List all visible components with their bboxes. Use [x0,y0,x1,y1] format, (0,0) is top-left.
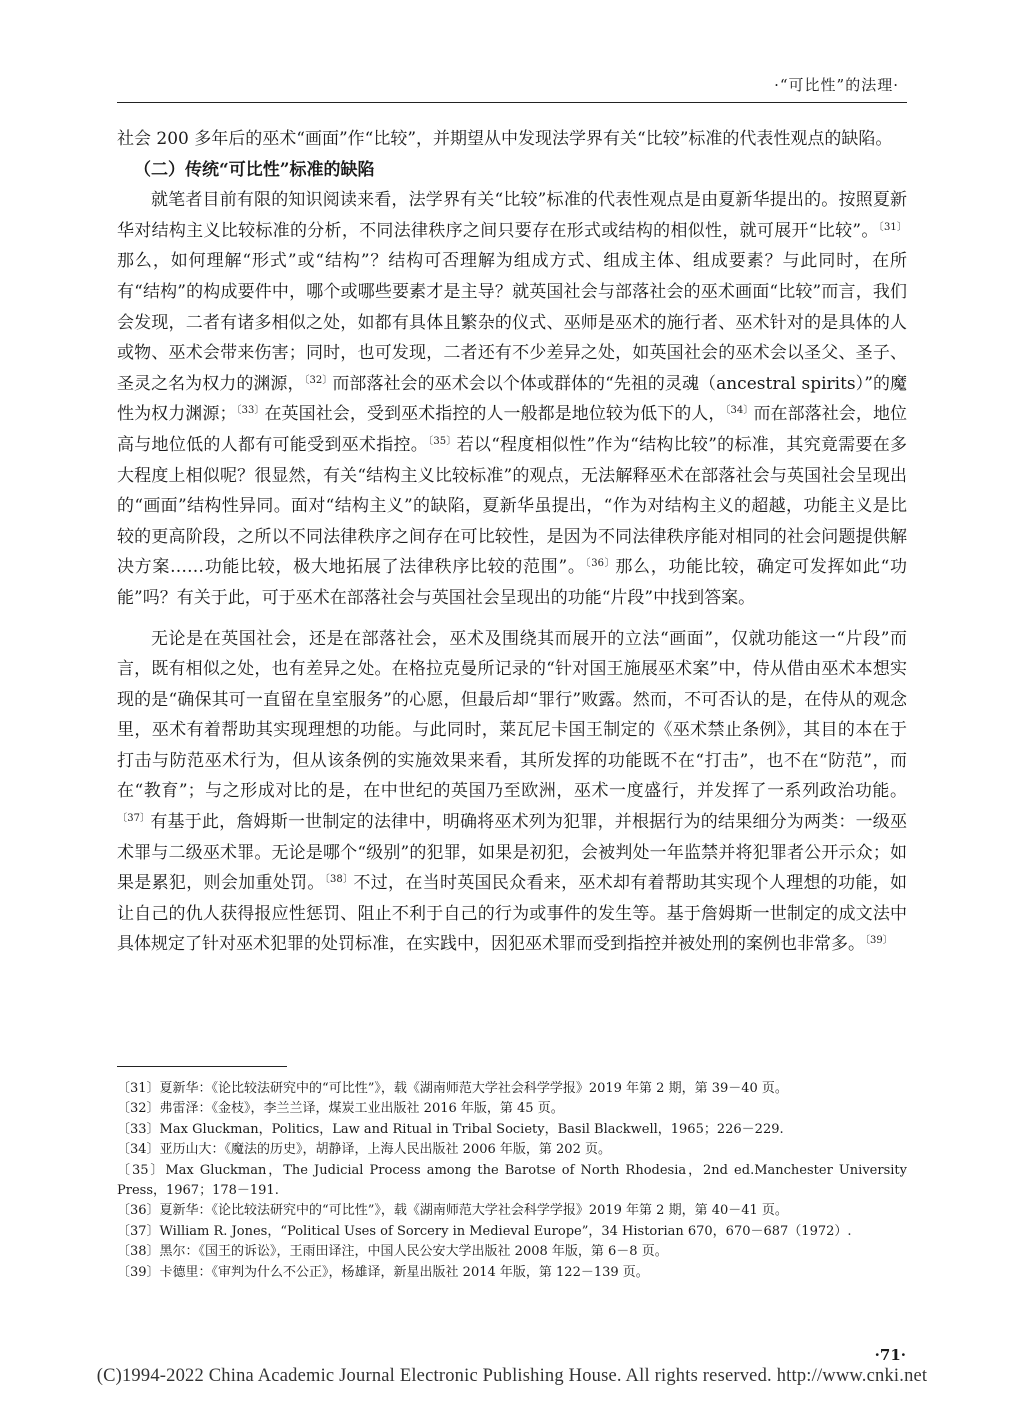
footnote-ref-39[interactable]: 〔39〕 [865,935,893,947]
footnote-37: 〔37〕William R. Jones，“Political Uses of Sorcery in Medieval Europe”，34 Historian 670，670－687（1972）. [117,1223,852,1239]
paragraph-1: 社会 200 多年后的巫术“画面”作“比较”，并期望从中发现法学界有关“比较”标准的代表性观点的缺陷。 [117,129,893,149]
footnote-ref-38[interactable]: 〔38〕 [324,874,354,886]
footnote-ref-37[interactable]: 〔37〕 [117,813,151,825]
footnote-33: 〔33〕Max Gluckman，Politics，Law and Ritual in Tribal Society，Basil Blackwell，1965；226－229. [117,1121,784,1137]
paragraph-3: 无论是在英国社会，还是在部落社会，巫术及围绕其而展开的立法“画面”，仅就功能这一“片段”而言，既有相似之处，也有差异之处。在格拉克曼所记录的“针对国王施展巫术案”中，侍从借由巫术本想实现的是“确保其可一直留在皇室服务”的心愿，但最后却“罪行”败露。然而，不可否认的是，在侍从的观念里，巫术有着帮助其实现理想的功能。与此同时，莱瓦尼卡国王制定的《巫术禁止条例》，其目的本在于打击与防范巫术行为，但从该条例的实施效果来看，其所发挥的功能既不在“打击”，也不在“防范”，而在“教育”；与之形成对比的是，在中世纪的英国乃至欧洲，巫术一度盛行，并发挥了一系列政治功能。$^{〔37〕}$有基于此，詹姆斯一世制定的法律中，明确将巫术列为犯罪，并根据行为的结果细分为两类：一级巫术罪与二级巫术罪。无论是哪个“级别”的犯罪，如果是初犯，会被判处一年监禁并将犯罪者公开示众；如果是累犯，则会加重处罚。$^{〔38〕}$不过，在当时英国民众看来，巫术却有着帮助其实现个人理想的功能，如让自己的仇人获得报应性惩罚、阻止不利于自己的行为或事件的发生等。基于詹姆斯一世制定的成文法中具体规定了针对巫术犯罪的处罚标准，在实践中，因犯巫术罪而受到指控并被处刑的案例也非常多。$^{〔39〕}$ [117,628,908,955]
footnote-34: 〔34〕亚历山大：《魔法的历史》，胡静译，上海人民出版社 2006 年版，第 202 页。 [117,1142,611,1158]
footnote-38: 〔38〕黑尔：《国王的诉讼》，王雨田译注，中国人民公安大学出版社 2008 年版，第 6－8 页。 [117,1244,668,1260]
footnote-39: 〔39〕卡德里：《审判为什么不公正》，杨雄译，新星出版社 2014 年版，第 122－139 页。 [117,1264,649,1280]
footnote-35: 〔35〕Max Gluckman，The Judicial Process among the Barotse of North Rhodesia，2nd ed.Manchester University Press，1967；178－191. [117,1162,907,1199]
copyright-notice: (C)1994-2022 China Academic Journal Electronic Publishing House. All rights reserved. http://www.cnki.net [96,1366,928,1386]
footnotes [117,1079,907,1283]
footnote-ref-31[interactable]: 〔31〕 [878,221,907,233]
footnote-31: 〔31〕夏新华：《论比较法研究中的“可比性”》，载《湖南师范大学社会科学学报》2019 年第 2 期，第 39－40 页。 [117,1081,788,1096]
footnote-ref-34[interactable]: 〔34〕 [725,405,754,417]
footnote-ref-32[interactable]: 〔32〕 [304,374,333,386]
section-heading: （二）传统“可比性”标准的缺陷 [134,159,375,180]
footnote-32: 〔32〕弗雷泽：《金枝》，李兰兰译，煤炭工业出版社 2016 年版，第 45 页。 [117,1101,564,1117]
page-number: ·71· [874,1346,906,1364]
footnote-ref-33[interactable]: 〔33〕 [236,405,265,417]
main-text [117,124,907,960]
running-header [117,74,907,103]
footnote-ref-36[interactable]: 〔36〕 [585,558,616,570]
running-title: ·“可比性”的法理· [774,76,899,94]
footnote-ref-35[interactable]: 〔35〕 [428,435,457,447]
footnote-separator [117,1066,287,1067]
footnote-36: 〔36〕夏新华：《论比较法研究中的“可比性”》，载《湖南师范大学社会科学学报》2019 年第 2 期，第 40－41 页。 [117,1203,788,1219]
paragraph-2: 就笔者目前有限的知识阅读来看，法学界有关“比较”标准的代表性观点是由夏新华提出的。按照夏新华对结构主义比较标准的分析，不同法律秩序之间只要存在形式或结构的相似性，就可展开“比较”。$^{〔31〕}$那么，如何理解“形式”或“结构”？结构可否理解为组成方式、组成主体、组成要素？与此同时，在所有“结构”的构成要件中，哪个或哪些要素才是主导？就英国社会与部落社会的巫术画面“比较”而言，我们会发现，二者有诸多相似之处，如都有具体且繁杂的仪式、巫师是巫术的施行者、巫术针对的是具体的人或物、巫术会带来伤害；同时，也可发现，二者还有不少差异之处，如英国社会的巫术会以圣父、圣子、圣灵之名为权力的渊源，$^{〔32〕}$而部落社会的巫术会以个体或群体的“先祖的灵魂（ancestral spirits）”的魔性为权力渊源；$^{〔33〕}$在英国社会，受到巫术指控的人一般都是地位较为低下的人，$^{〔34〕}$而在部落社会，地位高与地位低的人都有可能受到巫术指控。$^{〔35〕}$若以“程度相似性”作为“结构比较”的标准，其究竟需要在多大程度上相似呢？很显然，有关“结构主义比较标准”的观点，无法解释巫术在部落社会与英国社会呈现出的“画面”结构性异同。面对“结构主义”的缺陷，夏新华虽提出，“作为对结构主义的超越，功能主义是比较的更高阶段，之所以不同法律秩序之间存在可比较性，是因为不同法律秩序能对相同的社会问题提供解决方案……功能比较，极大地拓展了法律秩序比较的范围”。$^{〔36〕}$那么，功能比较，确定可发挥如此“功能”吗？有关于此，可于巫术在部落社会与英国社会呈现出的功能“片段”中找到答案。 [117,190,908,608]
